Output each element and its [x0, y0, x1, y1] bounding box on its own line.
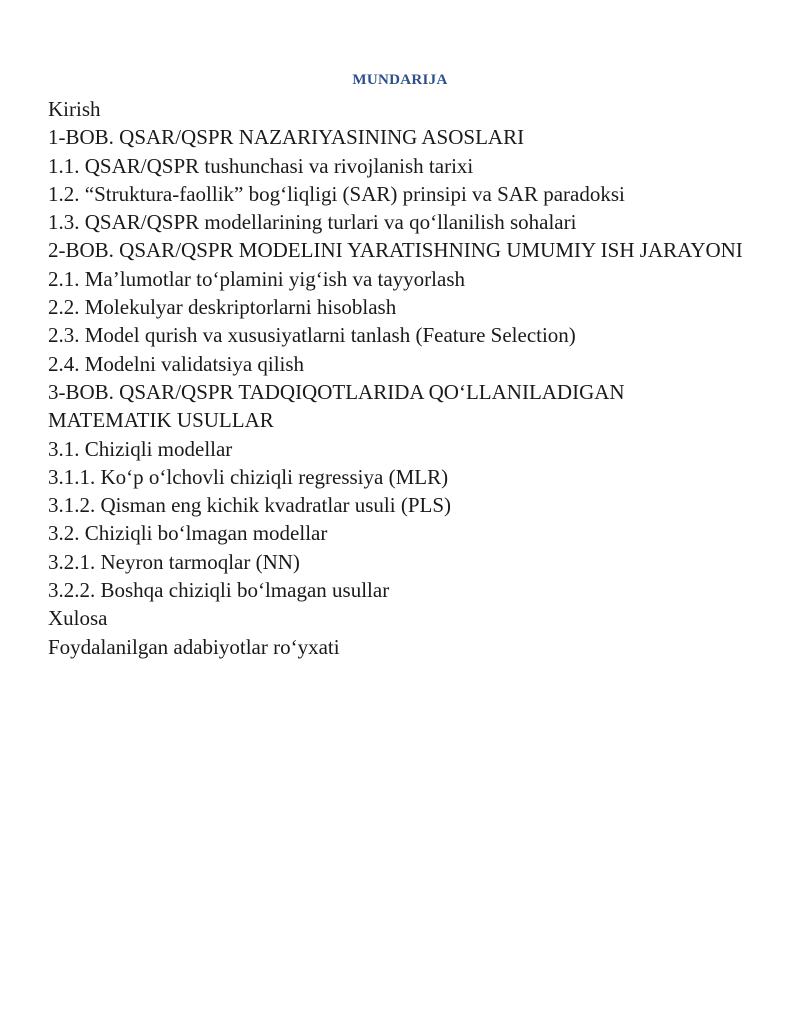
toc-entry-chapter-3: 3-BOB. QSAR/QSPR TADQIQOTLARIDA QO‘LLANILADIGAN MATEMATIK USULLAR [48, 379, 625, 433]
toc-entry-3-1-1: 3.1.1. Ko‘p o‘lchovli chiziqli regressiya (MLR) [48, 464, 449, 489]
toc-entry-introduction: Kirish [48, 97, 101, 121]
toc-entry-chapter-2: 2-BOB. QSAR/QSPR MODELINI YARATISHNING UMUMIY ISH JARAYONI [48, 238, 743, 263]
toc-title: MUNDARIJA [352, 72, 448, 88]
toc-entry-3-2: 3.2. Chiziqli bo‘lmagan modellar [48, 521, 328, 546]
toc-entry-references: Foydalanilgan adabiyotlar ro‘yxati [48, 634, 340, 659]
toc-entry-conclusion: Xulosa [48, 606, 108, 631]
toc-entry-2-1: 2.1. Ma’lumotlar to‘plamini yig‘ish va tayyorlash [48, 266, 466, 291]
toc-entry-chapter-1: 1-BOB. QSAR/QSPR NAZARIYASINING ASOSLARI [48, 125, 525, 150]
toc-entry-3-1: 3.1. Chiziqli modellar [48, 436, 233, 461]
toc-entry-1-1: 1.1. QSAR/QSPR tushunchasi va rivojlanish tarixi [48, 153, 474, 178]
toc-entry-3-2-1: 3.2.1. Neyron tarmoqlar (NN) [48, 549, 300, 574]
toc-entry-2-3: 2.3. Model qurish va xususiyatlarni tanlash (Feature Selection) [48, 323, 576, 348]
toc-entry-3-2-2: 3.2.2. Boshqa chiziqli bo‘lmagan usullar [48, 578, 390, 603]
toc-entry-3-1-2: 3.1.2. Qisman eng kichik kvadratlar usuli (PLS) [48, 493, 452, 518]
toc-entry-1-2: 1.2. “Struktura-faollik” bog‘liqligi (SAR) prinsipi va SAR paradoksi [48, 181, 625, 206]
toc-entry-1-3: 1.3. QSAR/QSPR modellarining turlari va qo‘llanilish sohalari [48, 210, 577, 235]
toc-entry-2-2: 2.2. Molekulyar deskriptorlarni hisoblash [48, 295, 397, 320]
table-of-contents [48, 95, 748, 661]
toc-entry-2-4: 2.4. Modelni validatsiya qilish [48, 351, 305, 376]
